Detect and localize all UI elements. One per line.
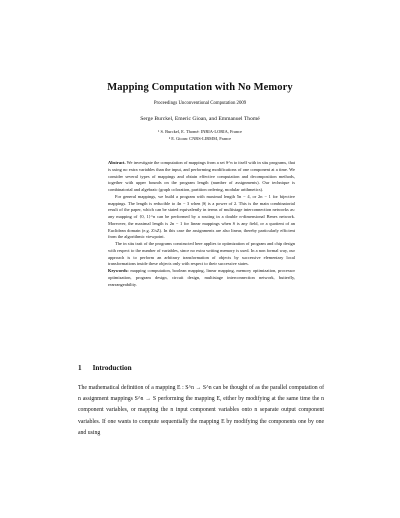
section-title: Introduction [92,364,132,372]
intro-paragraph: The mathematical definition of a mapping E : S^n → S^n can be thought of as the parallel computation of n assignment mappings S^n → S performing the mapping E, either by modifying at the same time the n component variables, or mapping the n input component variables onto n separate output component variables. If one wants to compute sequentially the mapping E by modifying the components one by one and using [78,385,324,436]
section-number: 1 [78,364,82,372]
abstract-text-1: We investigate the computation of mappings from a set S^n to itself with in situ programs, that is using no extra variables than the input, and performing modifications of one component at a time. We consider several types of mappings and obtain effective computation and decomposition methods, together with upper bounds on the program length (number of assignments). Our technique is combinatorial and algebraic (graph coloration, partition ordering, modular arithmetics). [108,160,296,192]
paper-authors: Serge Burckel, Emeric Gioan, and Emmanuel Thomé [140,116,260,122]
abstract-paragraph-2: For general mappings, we build a program with maximal length 5n − 4, or 2n − 1 for bijective mappings. The length is reducible to 4n − 3 when |S| is a power of 2. This is the main combinatorial result of the paper, which can be stated equivalently in terms of multistage interconnection networks as: any mapping of {0, 1}^n can be performed by a routing in a double n-dimensional Benes network. Moreover, the maximal length is 2n − 1 for linear mappings when S is any field, or a quotient of an Euclidean domain (e.g. Z/sZ). In this case the assignments are also linear, thereby particularly efficient from the algorithmic viewpoint. [108,193,295,240]
keywords-label: Keywords: [108,268,129,273]
introduction-body [78,383,324,439]
paper-title: Mapping Computation with No Memory [107,82,293,93]
abstract-label: Abstract. [108,160,126,165]
abstract-paragraph-3: The in situ trait of the programs constructed here applies to optimization of program and chip design with respect to the number of variables, since no extra writing memory is used. In a non formal way, our approach is to perform an arbitrary transformation of objects by successive elementary local transformations inside these objects only with respect to their successive states. [108,241,295,267]
keywords-paragraph [108,268,295,288]
affiliation-1: ¹ S. Burckel, E. Thomé: INRIA-LORIA, France [158,129,242,134]
keywords-text: mapping computation, boolean mapping, linear mapping, memory optimization, processor optimization, program design, circuit design, multistage interconnection network, butterfly, rearrangeability. [108,268,295,287]
section-heading [78,364,132,372]
abstract-paragraph-1 [108,160,295,194]
abstract-block [108,160,295,288]
affiliation-2: ² E. Gioan: CNRS-LIRMM, France [168,135,232,141]
paper-subtitle: Proceedings Unconventional Computation 2009 [153,101,247,106]
